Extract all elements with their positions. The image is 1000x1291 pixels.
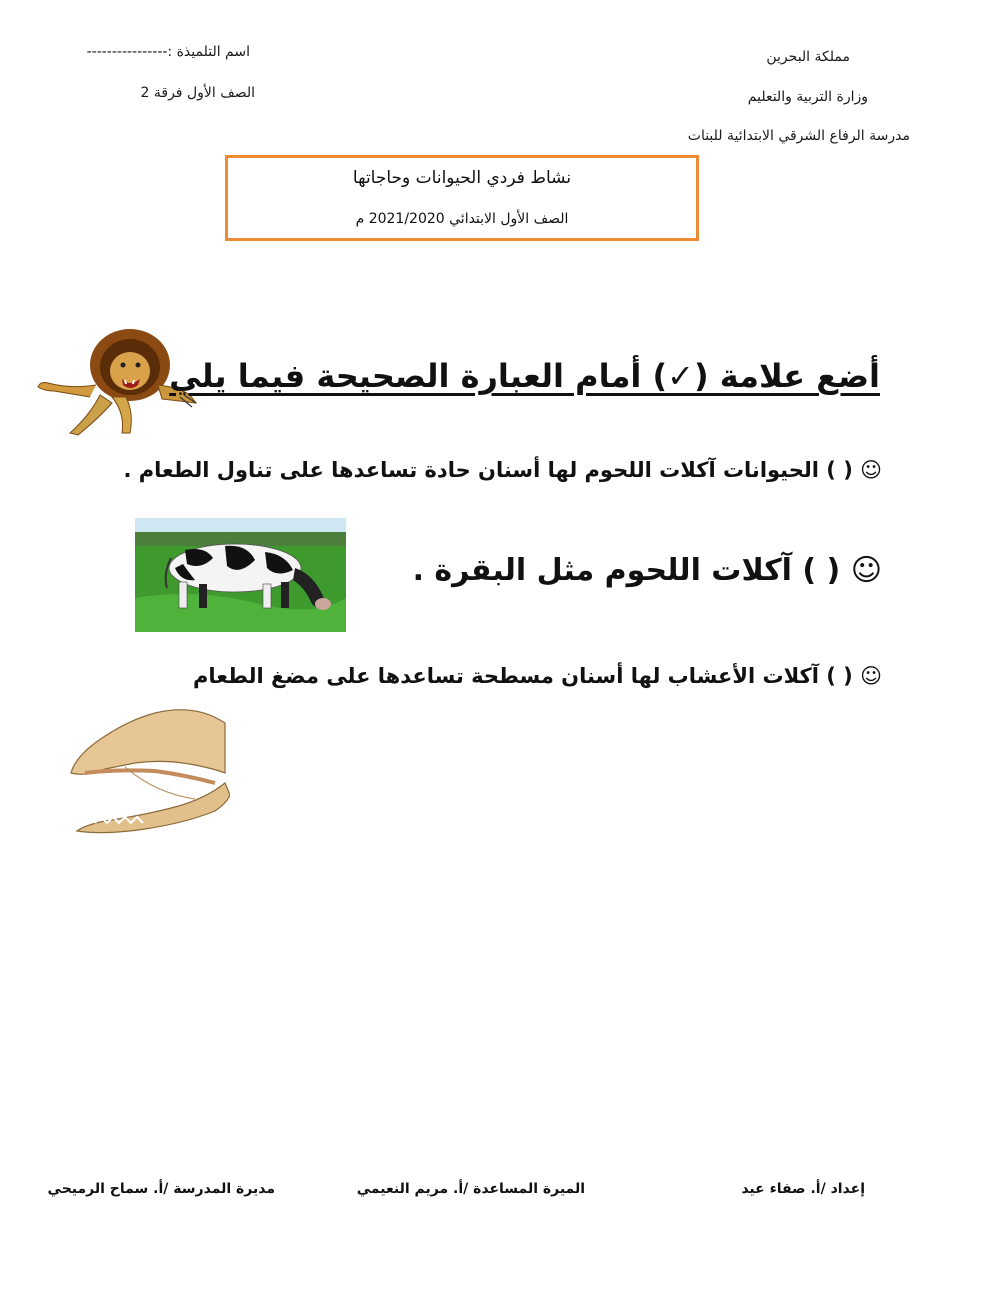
kingdom-label: مملكة البحرين [766,49,850,65]
assistant-principal: الميرة المساعدة /أ. مريم النعيمي [356,1181,585,1197]
class-label: الصف الأول فرقة 2 [140,85,255,101]
worksheet-subtitle: الصف الأول الابتدائي 2021/2020 م [355,211,569,227]
question-1[interactable]: ☺ ( ) الحيوانات آكلات اللحوم لها أسنان حادة تساعدها على تناول الطعام . [123,458,882,482]
question-3[interactable]: ☺ ( ) آكلات الأعشاب لها أسنان مسطحة تساعدها على مضغ الطعام [192,664,882,688]
ministry-label: وزارة التربية والتعليم [747,89,868,105]
student-name-field: اسم التلميذة :---------------- [86,44,250,60]
worksheet-title: نشاط فردي الحيوانات وحاجاتها [352,168,572,188]
cow-image [135,518,346,632]
question-2[interactable]: ☺ ( ) آكلات اللحوم مثل البقرة . [412,553,882,588]
prepared-by: إعداد /أ. صفاء عيد [741,1181,865,1197]
title-box [225,155,699,241]
school-label: مدرسة الرفاع الشرقي الابتدائية للبنات [687,128,910,144]
herbivore-skull-image [65,703,230,838]
instruction-heading: أضع علامة (✓) أمام العبارة الصحيحة فيما يلي [169,357,880,395]
school-principal: مديرة المدرسة /أ. سماح الرميحي [47,1181,275,1197]
